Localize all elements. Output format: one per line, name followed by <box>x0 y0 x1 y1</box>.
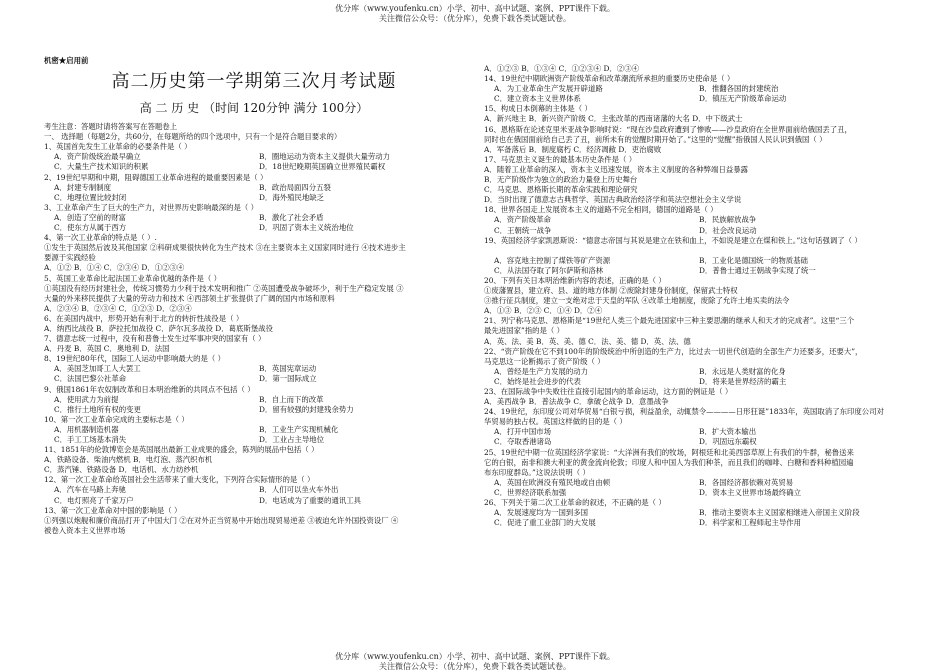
option-text: D．留有较强的封建残余势力 <box>259 404 354 414</box>
option-row <box>484 478 904 488</box>
question-line: A．新兴地主 B．新兴资产阶级 C．主张改革的西南诸藩的大名 D．中下级武士 <box>484 114 743 124</box>
question-line: 9、俄国1861年农奴制改革和日本明治维新的共同点不包括（ ） <box>44 384 255 394</box>
option-text: D．18世纪晚期英国确立世界殖民霸权 <box>259 162 386 172</box>
option-row <box>44 223 464 233</box>
option-row <box>484 518 904 528</box>
option-row <box>484 266 904 276</box>
question-line: 22、“资产阶级在它不到100年的阶级统治中所创造的生产力，比过去一切世代创造的全部生产力还要多，还要大”， <box>484 346 863 356</box>
question-line: 20、下列有关日本明治维新内容的表述，正确的是（ ） <box>484 275 666 285</box>
option-row <box>44 395 464 405</box>
option-text: B．政治局面四分五裂 <box>259 182 331 192</box>
question-line: ③推行征兵制度，建立一支绝对忠于天皇的军队 ④改革土地制度，废除了允许土地买卖的法令 <box>484 296 790 306</box>
question-line: 19、英国经济学家凯恩斯说：“德意志帝国与其说是建立在铁和血上，不如说是建立在煤和铁上。”这句话强调了（ ） <box>484 235 862 245</box>
option-text: C．始终是社会进步的代表 <box>494 376 581 386</box>
option-text: A．英国在欧洲没有殖民地或自由顿 <box>494 477 611 487</box>
option-row <box>44 435 464 445</box>
option-text: A．发展速度均为一国到多国 <box>494 508 589 518</box>
option-row <box>484 508 904 518</box>
question-line: 12、第一次工业革命给英国社会生活带来了重大变化，下列符合实际情形的是（ ） <box>44 475 315 485</box>
question-line: 15、构成日本倒幕的主体是（ ） <box>484 104 592 114</box>
question-line: ①英国没有经历封建社会，传统习惯势力少利于技术发明和推广 ②英国遭受战争破坏少，利于生产稳定发展 ③ <box>44 283 404 293</box>
exam-subtitle: 高 二 历 史 （时间 120分钟 满分 100分） <box>139 101 369 116</box>
option-row <box>484 367 904 377</box>
question-line: 它的白银，南非和澳大利亚的黄金流向伦敦；印度人和中国人为我们种茶，而且我们的咖啡、白糖和香料种植园遍 <box>484 457 854 467</box>
question-line: A．①③ B．②③ C．①④ D．②④ <box>484 306 603 316</box>
question-line: ①废藩置县，建立府、县、道的地方体制 ②废除封建身份制度，保留武士特权 <box>484 286 738 296</box>
question-line: C．马克思、恩格斯长期的革命实践和理论研究 <box>484 185 638 195</box>
question-line: 11、1851年的伦敦博览会是英国展出最新工业成果的盛会，陈列的展品中包括（ ） <box>44 445 319 455</box>
question-line: B．无产阶级作为独立的政治力量登上历史舞台 <box>484 175 638 185</box>
question-line: 17、马克思主义诞生的最基本历史条件是（ ） <box>484 154 637 164</box>
option-text: D．第一国际成立 <box>259 374 317 384</box>
question-line: 26、下列关于第二次工业革命的叙述，不正确的是（ ） <box>484 498 666 508</box>
left-questions <box>44 122 464 536</box>
option-row <box>484 256 904 266</box>
page-header <box>0 4 950 24</box>
option-row <box>484 488 904 498</box>
option-row <box>44 374 464 384</box>
question-line: ①列强以炮舰和廉价商品打开了中国大门 ②在对外正当贸易中开始出现贸易逆差 ③被迫允许外国投资设厂 ④ <box>44 515 399 525</box>
option-text: B．激化了社会矛盾 <box>259 212 324 222</box>
question-line: 10、第一次工业革命完成的主要标志是（ ） <box>44 414 189 424</box>
question-line: 16、恩格斯在论述克里米亚战争影响时说：“现在沙皇政府遭到了惨败——沙皇政府在全世界面前给俄国丢了丑， <box>484 124 852 134</box>
question-line: 考生注意：答题时请将答案写在答题卷上 <box>44 122 178 132</box>
option-text: B．推动主要资本主义国家相继进入帝国主义阶段 <box>699 508 860 518</box>
question-line: 马克思这一论断揭示了资产阶级（ ） <box>484 356 605 366</box>
option-text: D．社会改良运动 <box>699 225 757 235</box>
question-line: 要源于实践经验 <box>44 253 96 263</box>
footer-line-2: 关注微信公众号：（优分库），免费下载各类试题试卷。 <box>379 662 571 671</box>
question-line: 被卷入资本主义世界市场 <box>44 525 126 535</box>
option-text: B．民族解放战争 <box>699 215 757 225</box>
option-row <box>484 226 904 236</box>
option-row <box>44 485 464 495</box>
option-text: D．工业占主导地位 <box>259 435 325 444</box>
question-line: A．①②③ B．①③④ C．①②③④ D．②③④ <box>484 64 640 73</box>
option-text: B．工业生产实现机械化 <box>259 424 339 434</box>
option-row <box>44 405 464 415</box>
option-text: B．扩大资本输出 <box>699 427 757 437</box>
option-text: C．推行土地所有权的变更 <box>54 404 141 414</box>
option-text: B．自上而下的改革 <box>259 394 324 404</box>
option-text: B．工业化是德国统一的物质基础 <box>699 255 808 265</box>
question-line: 23、在国际战争中失败往往直接引起国内的革命运动，这方面的例证是（ ） <box>484 387 733 396</box>
question-line: 5、英国工业革命比起法国工业革命优越的条件是（ ） <box>44 273 222 283</box>
option-text: C．建立资本主义世界体系 <box>494 94 581 104</box>
option-text: C．手工工场基本消失 <box>54 435 127 444</box>
option-row <box>484 94 904 104</box>
option-row <box>44 213 464 223</box>
option-text: B．英国宪章运动 <box>259 364 317 374</box>
question-line: A．铁路设备、柴油内燃机 B．电灯泡、蒸汽织布机 <box>44 455 213 465</box>
question-line: A．丹麦 B．英国 C．奥地利 D．法国 <box>44 344 170 354</box>
header-line-2: 关注微信公众号：（优分库），免费下载各类试题试卷。 <box>379 14 571 23</box>
question-line: A．英、法、美 B．英、美、德 C．法、美、德 D．英、法、德 <box>484 336 691 346</box>
option-text: A．资产阶级革命 <box>494 215 552 225</box>
option-text: D．科学家和工程师起主导作用 <box>699 518 802 528</box>
option-text: A．汽车在马路上奔驰 <box>54 485 126 495</box>
option-text: A．美国芝加哥工人大罢工 <box>54 364 141 374</box>
question-line: 华贸易的独占权。英国这样做的目的是（ ） <box>484 417 627 427</box>
question-line: 13、第一次工业革命对中国的影响是（ ） <box>44 505 182 515</box>
option-row <box>484 84 904 94</box>
option-row <box>44 183 464 193</box>
option-row <box>44 364 464 374</box>
question-line: 7、德意志统一过程中，没有和普鲁士发生过军事冲突的国家有（ ） <box>44 334 266 344</box>
option-text: A．容克地主控制了煤铁等矿产资源 <box>494 255 611 265</box>
question-line: D．当时出现了德意志古典哲学、英国古典政治经济学和英法空想社会主义学说 <box>484 195 742 205</box>
option-text: B．圈地运动为资本主义提供大量劳动力 <box>259 152 391 162</box>
header-line-1: 优分库（www.youfenku.cn）小学、初中、高中试题、案例、PPT课件下载。 <box>335 4 615 13</box>
option-text: B．推翻各国的封建统治 <box>699 84 779 94</box>
question-line: 6、在美国内战中，形势开始有利于北方的转折性战役是（ ） <box>44 313 244 323</box>
option-text: D．巩固了资本主义统治地位 <box>259 223 354 233</box>
option-text: A．用机器制造机器 <box>54 424 119 434</box>
exam-title: 高二历史第一学期第三次月考试题 <box>111 71 397 93</box>
question-line: 2、19世纪早期和中期，阻碍德国工业革命进程的最重要因素是（ ） <box>44 172 268 182</box>
option-text: D．普鲁士通过王朝战争实现了统一 <box>699 265 816 275</box>
option-text: C．电灯照亮了千家万户 <box>54 495 134 505</box>
question-line: 1、英国首先发生工业革命的必要条件是（ ） <box>44 142 192 152</box>
right-column <box>484 64 904 528</box>
option-row <box>484 377 904 387</box>
option-row <box>484 215 904 225</box>
question-line: A．军备落后 B．制度腐朽 C．经济凋敝 D．吏治腐败 <box>484 144 662 154</box>
question-line: 布东印度群岛。”这说法说明（ ） <box>484 467 590 477</box>
option-text: A．打开中国市场 <box>494 427 552 437</box>
option-text: D．电话成为了重要的通讯工具 <box>259 495 362 505</box>
question-line: A．①② B．①④ C．②③④ D．①②③④ <box>44 263 185 273</box>
question-line: 25、19世纪中期一位英国经济学家说：“大洋洲有我们的牧场，阿根廷和北美西部草原上有我们的牛群，秘鲁送来 <box>484 447 854 457</box>
option-row <box>484 437 904 447</box>
option-text: C．使东方从属于西方 <box>54 223 127 233</box>
right-questions <box>484 64 904 528</box>
option-text: A．为工业革命生产发展开辟道路 <box>494 84 603 94</box>
option-text: C．从法国夺取了阿尔萨斯和洛林 <box>494 265 604 275</box>
page-footer <box>0 652 950 672</box>
question-line: 8、19世纪80年代，国际工人运动中影响最大的是（ ） <box>44 354 226 364</box>
option-text: B．永远是人类财富的化身 <box>699 366 786 376</box>
question-line: 4、第一次工业革命的特点是（ ）. <box>44 233 157 243</box>
option-text: C．世界经济联系加强 <box>494 487 567 497</box>
question-line: 最先进国家”指的是（ ） <box>484 326 565 336</box>
option-text: C．夺取香港诸岛 <box>494 437 552 447</box>
option-row <box>44 162 464 172</box>
option-row <box>44 496 464 506</box>
option-text: C．大量生产技术知识的积累 <box>54 162 149 172</box>
question-line <box>484 246 904 256</box>
question-line: A．②③④ B．②③④ C．①②③ D．②③④ <box>44 303 192 313</box>
option-text: D．海外殖民地缺乏 <box>259 192 325 202</box>
option-text: D．镇压无产阶级革命运动 <box>699 94 787 104</box>
footer-line-1: 优分库（www.youfenku.cn）小学、初中、高中试题、案例、PPT课件下载。 <box>335 652 615 661</box>
option-text: D．巩固远东霸权 <box>699 437 757 447</box>
secret-label: 机密★启用前 <box>44 56 89 65</box>
left-column <box>44 56 464 536</box>
option-text: A．使用武力为前提 <box>54 394 119 404</box>
option-text: B．各国经济都依赖对英贸易 <box>699 477 794 487</box>
question-line: 一、 选择题（每题2分，共60分，在每题所给的四个选项中，只有一个是符合题目要求的） <box>44 132 342 142</box>
question-line: A．随着工业革命的深入，资本主义迅速发展，资本主义制度的各种弊端日益暴露 <box>484 164 749 174</box>
question-line: 同时也在俄国面前给自己丢了丑，前所未有的觉醒时期开始了。”这里的“觉醒”指俄国人民认识到俄国（ ） <box>484 134 827 144</box>
option-text: C．法国巴黎公社革命 <box>54 374 127 384</box>
option-row <box>44 193 464 203</box>
option-text: A．封建专制制度 <box>54 182 112 192</box>
option-text: C．王朝统一战争 <box>494 225 552 235</box>
question-line: 18、世界各国走上发展资本主义的道路不完全相同，德国的道路是（ ） <box>484 205 718 215</box>
question-line: 大量的外来移民提供了大量的劳动力和技术 ④西部领土扩张提供了广阔的国内市场和原料 <box>44 293 335 303</box>
option-text: A．曾经是生产力发展的动力 <box>494 366 589 376</box>
option-row <box>484 427 904 437</box>
question-line: 24、19世纪，东印度公司对华贸易“白银亏损，利益盈余，动辄禁令————日形狂诞”1833年，英国取消了东印度公司对 <box>484 407 884 417</box>
question-line: 3、工业革命产生了巨大的生产力，对世界历史影响最深的是（ ） <box>44 202 258 212</box>
option-row <box>44 152 464 162</box>
question-line: 14、19世纪中期欧洲资产阶级革命和改革潮流所承担的重要历史使命是（ ） <box>484 74 735 84</box>
option-text: C．地理位置比较封闭 <box>54 192 127 202</box>
option-text: A．资产阶级统治最早确立 <box>54 152 141 162</box>
question-line: ①发生于英国然后波及其他国家 ②科研成果很快转化为生产技术 ③在主要资本主义国家同时进行 ④技术进步主 <box>44 243 406 253</box>
option-text: B．人们可以坐火车外出 <box>259 485 339 495</box>
question-line: A．纳西比战役 B．萨拉托加战役 C．萨尔瓦多战役 D．葛底斯堡战役 <box>44 323 273 333</box>
option-row <box>44 425 464 435</box>
question-line: C．蒸汽锤、铁路设备 D．电话机、水力纺纱机 <box>44 465 199 475</box>
option-text: D．将来是世界经济的霸主 <box>699 376 787 386</box>
option-text: A．创造了空前的财富 <box>54 212 126 222</box>
question-line: A．美西战争 B．普法战争 C．拿破仑战争 D．意墨战争 <box>484 397 669 407</box>
question-line: 21、列宁称马克思、恩格斯是“19世纪人类三个最先进国家中三种主要思潮的继承人和天才的完成者”。这里“三个 <box>484 316 855 326</box>
option-text: D．资本主义世界市场最终确立 <box>699 487 802 497</box>
option-text: C．促进了重工业部门的大发展 <box>494 518 596 528</box>
